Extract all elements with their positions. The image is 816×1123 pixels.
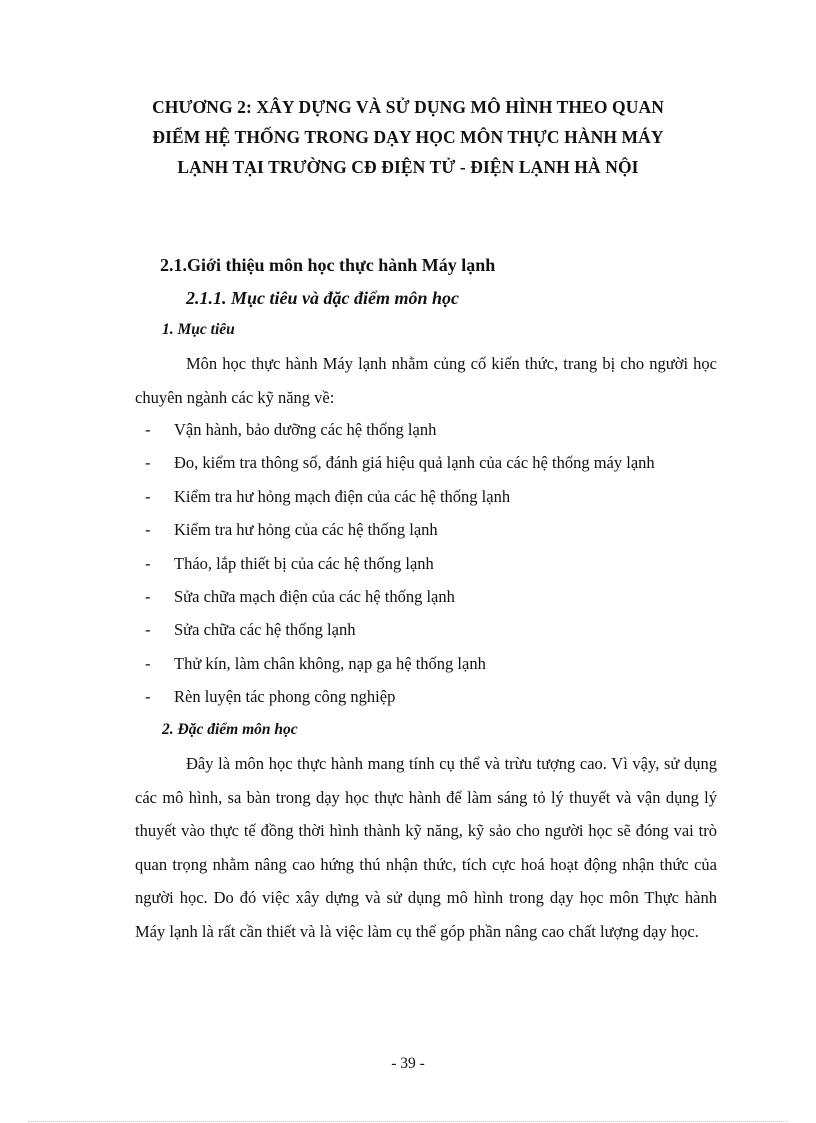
list-item-text: Vận hành, bảo dưỡng các hệ thống lạnh — [174, 420, 437, 439]
list-item — [145, 516, 655, 549]
muc-tieu-intro: Môn học thực hành Máy lạnh nhằm củng cố kiến thức, trang bị cho người học chuyên ngành các kỹ năng về: — [135, 354, 717, 407]
muc-tieu-heading: 1. Mục tiêu — [162, 321, 235, 338]
bullet-dash: - — [145, 653, 151, 673]
list-item — [145, 583, 655, 616]
list-item-text: Sửa chữa mạch điện của các hệ thống lạnh — [174, 586, 455, 606]
page-number: - 39 - — [391, 1055, 425, 1072]
list-item — [145, 616, 655, 649]
bullet-dash: - — [145, 586, 151, 606]
bullet-dash: - — [145, 420, 151, 439]
list-item-text: Thử kín, làm chân không, nạp ga hệ thống lạnh — [174, 653, 486, 673]
chapter-title-line: CHƯƠNG 2: XÂY DỰNG VÀ SỬ DỤNG MÔ HÌNH THEO QUAN — [152, 97, 664, 117]
list-item-text: Tháo, lắp thiết bị của các hệ thống lạnh — [174, 553, 434, 573]
list-item — [145, 449, 655, 482]
list-item — [145, 683, 655, 716]
subsection-title: 2.1.1. Mục tiêu và đặc điểm môn học — [186, 288, 459, 308]
chapter-title-line: LẠNH TẠI TRƯỜNG CĐ ĐIỆN TỬ - ĐIỆN LẠNH HÀ NỘI — [177, 157, 639, 177]
list-item-text: Kiểm tra hư hỏng mạch điện của các hệ thống lạnh — [174, 486, 511, 506]
bullet-dash: - — [145, 687, 151, 707]
bullet-dash: - — [145, 520, 151, 540]
list-item-text: Đo, kiểm tra thông số, đánh giá hiệu quả lạnh của các hệ thống máy lạnh — [174, 453, 655, 473]
list-item — [145, 650, 655, 683]
list-item-text: Rèn luyện tác phong công nghiệp — [174, 687, 396, 707]
page-bottom-rule — [28, 1121, 788, 1122]
list-item — [145, 483, 655, 516]
chapter-title — [120, 92, 696, 182]
bullet-dash: - — [145, 553, 151, 573]
dac-diem-heading: 2. Đặc điểm môn học — [162, 721, 298, 738]
list-item — [145, 416, 655, 449]
chapter-title-line: ĐIỂM HỆ THỐNG TRONG DẠY HỌC MÔN THỰC HÀNH MÁY — [152, 127, 664, 147]
list-item-text: Sửa chữa các hệ thống lạnh — [174, 620, 356, 640]
section-title: 2.1.Giới thiệu môn học thực hành Máy lạnh — [160, 255, 496, 275]
bullet-dash: - — [145, 486, 151, 506]
list-item — [145, 550, 655, 583]
bullet-dash: - — [145, 453, 151, 473]
list-item-text: Kiểm tra hư hỏng của các hệ thống lạnh — [174, 520, 438, 540]
bullet-dash: - — [145, 620, 151, 640]
dac-diem-paragraph: Đây là môn học thực hành mang tính cụ thể và trừu tượng cao. Vì vậy, sử dụng các mô hình, sa bàn trong dạy học thực hành để làm sáng tỏ lý thuyết và vận dụng lý thuyết vào thực tế đồng thời hình thành kỹ năng, kỹ sảo cho người học sẽ đóng vai trò quan trọng nhằm nâng cao hứng thú nhận thức, tích cực hoá hoạt động nhận thức của người học. Do đó việc xây dựng và sử dụng mô hình trong dạy học môn Thực hành Máy lạnh là rất cần thiết và là việc làm cụ thể góp phần nâng cao chất lượng dạy học. — [135, 754, 717, 941]
skill-list — [145, 416, 655, 717]
